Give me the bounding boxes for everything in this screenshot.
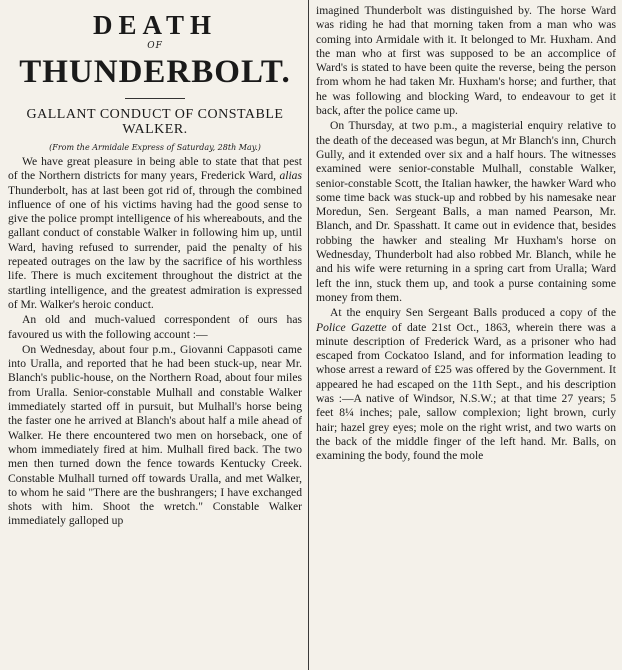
source-note: (From the Armidale Express of Saturday, 28th May.)	[49, 143, 261, 152]
column-rule	[308, 0, 309, 670]
headline-thunderbolt: THUNDERBOLT.	[19, 54, 291, 90]
paragraph: At the enquiry Sen Sergeant Balls produced a copy of the Police Gazette of date 21st Oct., 1863, wherein there was a minute description of Frederick Ward, as a prisoner who had escaped from Cockatoo Island, and for information leading to whose arrest a reward of £25 was offered by the Government. It appeared he had escaped on the 11th Sept., and his description was :—A native of Windsor, N.S.W.; at that time 27 years; 5 feet 8¼ inches; pale, sallow complexion; light brown, curly hair; hazel grey eyes; mole on the right wrist, and two warts on the back of the middle finger of the left hand. Mr. Balls, on examining the body, found the mole	[316, 306, 616, 463]
paragraph: We have great pleasure in being able to state that that pest of the Northern districts for many years, Frederick Ward, alias Thunderbolt, has at last been got rid of, through the combined influence of one of his victims having had the good sense to give the police prompt intelligence of his whereabouts, and the gallant conduct of constable Walker in following him up, until Ward, having refused to surrender, paid the penalty of his repeated outrages on the law by the sacrifice of his worthless life. There is much excitement throughout the district at the startling intelligence, and the greatest admiration is expressed of Mr. Walker's heroic conduct.	[8, 155, 302, 311]
subheadline: GALLANT CONDUCT OF CONSTABLE WALKER.	[26, 107, 284, 137]
headline-of: OF	[147, 41, 163, 51]
paragraph: On Wednesday, about four p.m., Giovanni Cappasoti came into Uralla, and reported that he had been stuck-up, near Mr. Blanch's public-house, on the Northern Road, about four miles from Uralla. Senior-constable Mulhall and constable Walker immediately started off in pursuit, but Mulhall's horse being the faster one he arrived at Blanch's about half a mile ahead of Walker. He there encountered two men on horseback, one of whom immediately fired at him. Mulhall fired back. The two men then turned down the fence towards Kentucky Creek. Constable Mulhall turned off towards Uralla, and met Walker, to whom he said "There are the bushrangers; I have exchanged shots with him. Shoot the wretch." Constable Walker immediately galloped up	[8, 342, 302, 528]
headline-death: DEATH	[92, 10, 217, 40]
headline-divider	[125, 98, 185, 99]
paragraph: imagined Thunderbolt was distinguished by. The horse Ward was riding he had that morning taken from a man who was coming into Armidale with it. It belonged to Mr. Huxham. And the man who at first was supposed to be an accomplice of Ward's is stated to have been quite the reverse, being the person from whom he had taken Mr. Huxham's horse; and further, that he was following and blocking Ward, to endeavour to get it back, after the police came up.	[316, 4, 616, 118]
left-column	[0, 0, 308, 670]
paragraph: An old and much-valued correspondent of ours has favoured us with the following account :—	[8, 313, 302, 341]
right-column	[308, 0, 622, 670]
paragraph: On Thursday, at two p.m., a magisterial enquiry relative to the death of the deceased was begun, at Mr Blanch's inn, Church Gully, and it extended over six and a half hours. The witnesses examined were senior-constable Mulhall, constable Walker, senior-constable Scott, the Italian hawker, the hawker Ward who some time back was stuck-up and robbed by his namesake near Moredun, Sen. Sergeant Balls, a man named Pearson, Mr. Blanch, and Dr. Spasshatt. It came out in evidence that, besides robbing the hawker and stealing Mr Huxham's horse on Wednesday, Thunderbolt had also robbed Mr. Blanch, while he and his wife were returning in a spring cart from Uralla; Ward left the inn, stuck them up, and took a purse containing some money from them.	[316, 119, 616, 304]
